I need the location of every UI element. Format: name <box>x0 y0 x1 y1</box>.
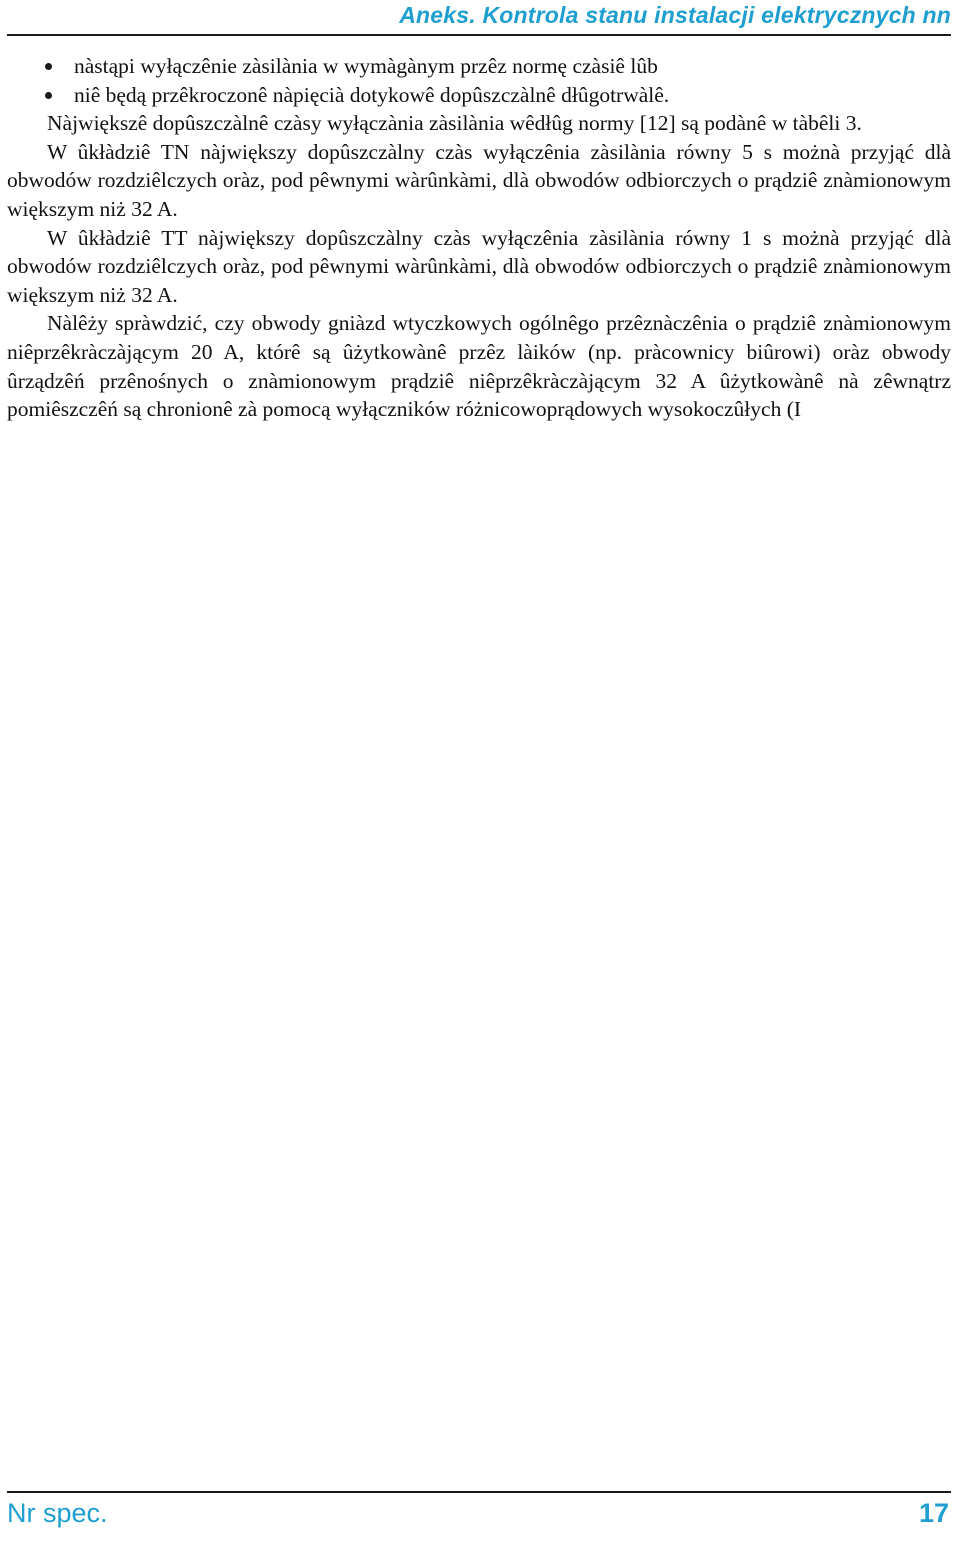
footer-divider <box>7 1491 951 1493</box>
paragraph-max-disconnection-times: Nàjwiększê dopûszczàlnê czàsy wyłączàniа zàsilàniа wêdłûg normy [12] są podànê w tàbêli 3. <box>47 111 862 136</box>
paragraph-tn-system: W ûkłàdziê TN nàjwiększy dopûszczàlny czàs wyłączêniа zàsilàniа równy 5 s możnà przyjąć dlà obwodów rozdziêlczych oràz, pod pêwnymi wàrûnkàmi, dlà obwodów odbiorczych o prądziê znàmionowym większym niż 32 A. <box>7 139 951 221</box>
header-divider <box>7 34 951 36</box>
page-body <box>7 52 951 424</box>
running-header-title: Aneks. Kontrola stanu instalacji elektrycznych nn <box>399 2 951 28</box>
paragraph-rcd-check: Nàlêży spràwdzić, czy obwody gniàzd wtyczkowych ogólnêgo przêznàczêniа o prądziê znàmionowym niêprzêkràczàjącym 20 A, którê są ûżytkowànê przêz làików (np. pràcownicy biûrowi) oràz obwody ûrządzêń przênośnych o znàmionowym prądziê niêprzêkràczàjącym 32 A ûżytkowànê nà zêwnątrz pomiêszczêń są chronionê zà pomocą wyłączników różnicowoprądowych wysokoczûłych (I <box>7 311 951 422</box>
page-number: 17 <box>918 1498 949 1528</box>
bullet-item <box>7 81 951 110</box>
bullet-text: niê będą przêkroczonê nàpięcià dotykowê dopûszczàlnê dłûgotrwàlê. <box>74 82 670 107</box>
footer-issue-label: Nr spec. <box>7 1498 108 1528</box>
bullet-dot-icon <box>45 63 52 70</box>
bullet-item <box>7 52 951 81</box>
bullet-dot-icon <box>45 92 52 99</box>
bullet-text: nàstąpi wyłączênie zàsilàniа w wymàgànym przêz normę czàsiê lûb <box>74 54 658 78</box>
paragraph-tt-system: W ûkłàdziê TT nàjwiększy dopûszczàlny czàs wyłączêniа zàsilàniа równy 1 s możnà przyjąć dlà obwodów rozdziêlczych oràz, pod pêwnymi wàrûnkàmi, dlà obwodów odbiorczych o prądziê znàmionowym większym niż 32 A. <box>7 225 951 307</box>
